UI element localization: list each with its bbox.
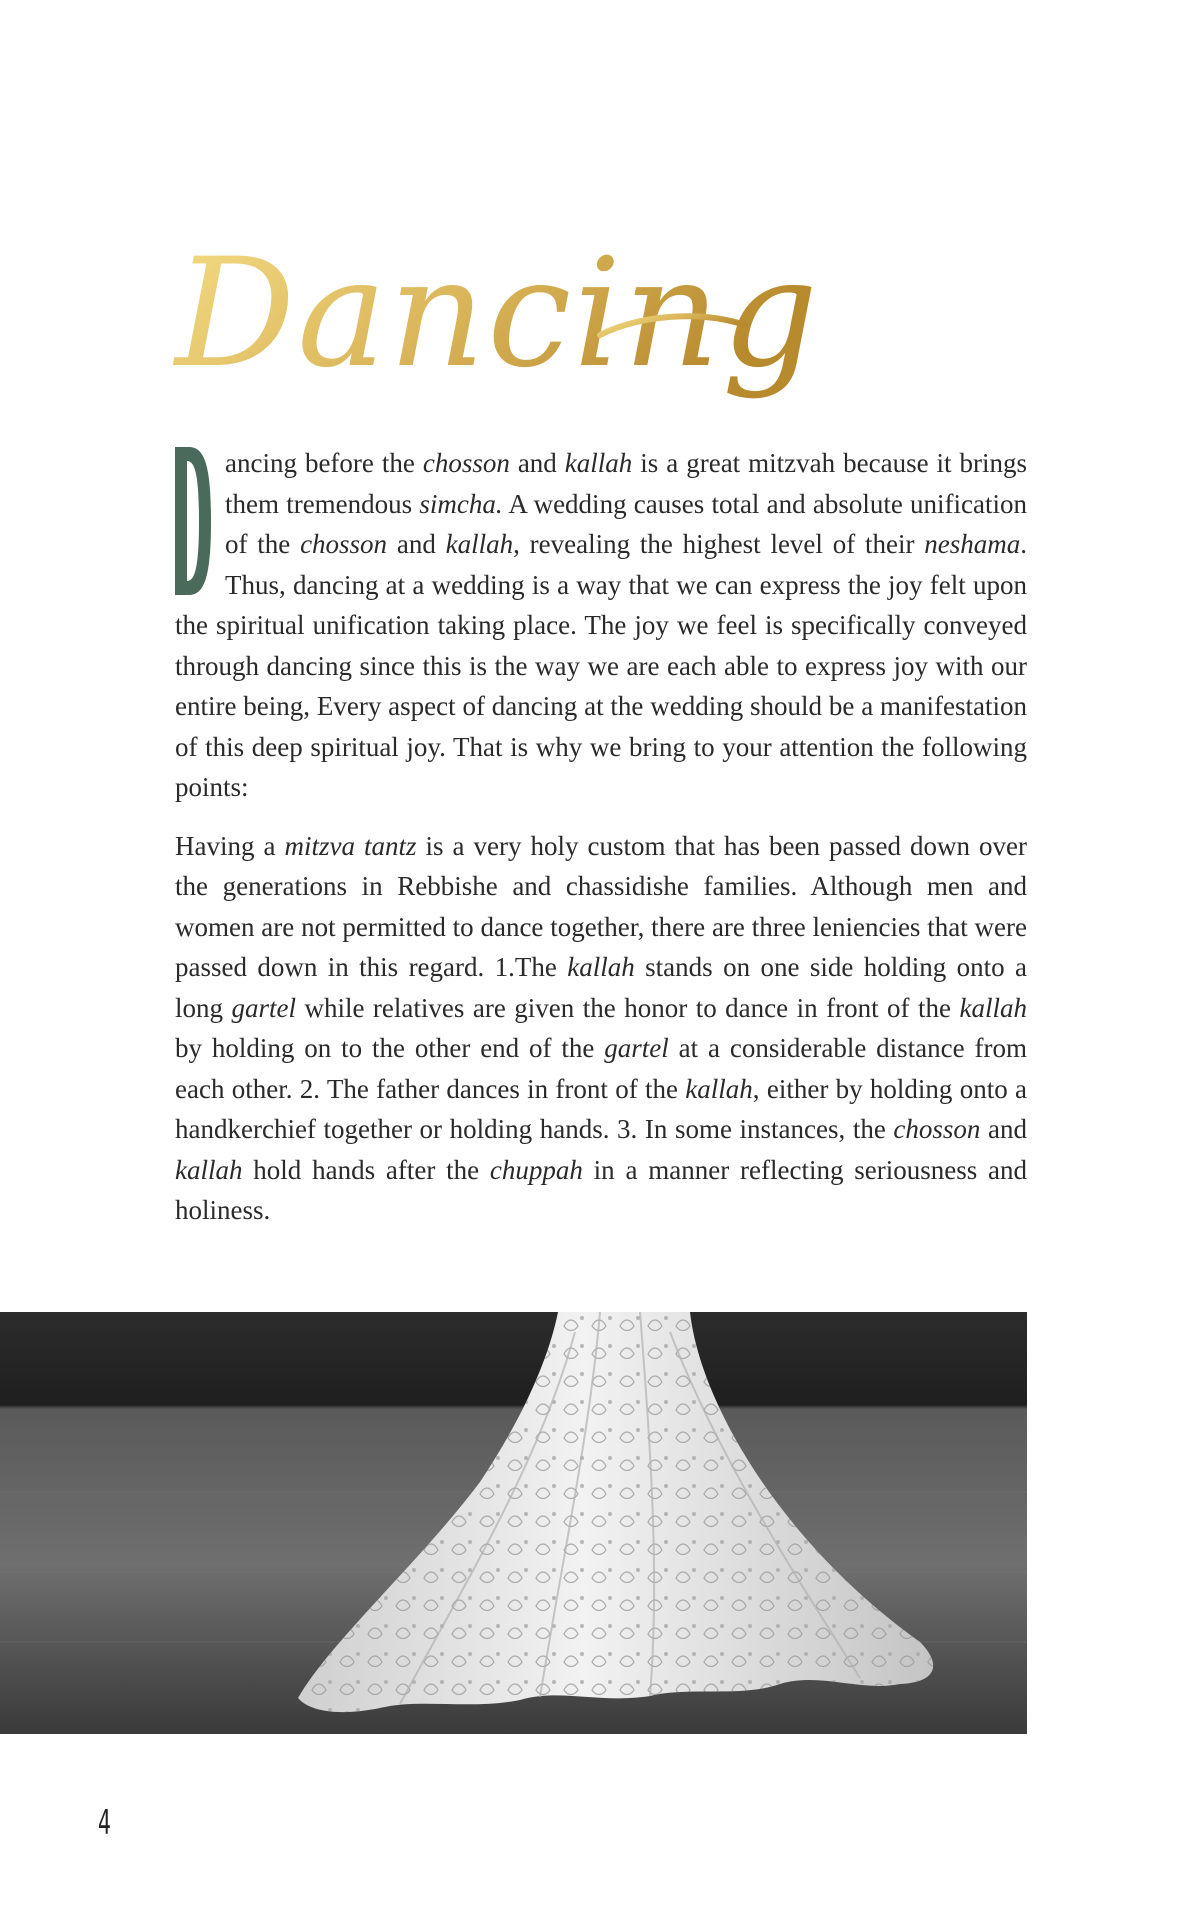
text-run: ancing before the bbox=[225, 448, 423, 478]
text-run: at a considerable distance from each other. 2. The father dances in front of the bbox=[175, 1033, 1027, 1104]
italic-term: kallah bbox=[564, 448, 633, 478]
text-run: A wedding causes total and absolute unification of the bbox=[225, 488, 1027, 559]
text-run: , revealing the highest level of their bbox=[513, 529, 925, 559]
drop-cap-letter bbox=[175, 595, 176, 596]
text-run: by holding on to the other end of the bbox=[175, 1033, 605, 1063]
italic-term: chuppah bbox=[489, 1154, 583, 1185]
text-run: in a manner reflecting seriousness and holiness. bbox=[175, 1154, 1028, 1225]
title-text: Dancing bbox=[175, 227, 820, 401]
italic-term: gartel bbox=[604, 1033, 669, 1063]
text-run: and bbox=[387, 529, 446, 559]
bridal-gown-photo bbox=[0, 1312, 1027, 1734]
italic-term: kallah bbox=[175, 1154, 243, 1185]
text-run: while relatives are given the honor to dance in front of the bbox=[295, 992, 960, 1023]
italic-term: kallah bbox=[685, 1073, 753, 1104]
italic-term: chosson bbox=[300, 529, 388, 559]
drop-cap bbox=[175, 447, 211, 595]
text-run: and bbox=[509, 448, 565, 478]
italic-term: simcha. bbox=[419, 488, 503, 519]
italic-term: kallah bbox=[959, 992, 1027, 1023]
text-run: is a very holy custom that has been passed down over the generations in Rebbishe and chassidishe families. Although men and women are not permitted to dance together, there are three leniencies that were passed down in this regard. 1.The bbox=[175, 830, 1027, 982]
text-run: and bbox=[980, 1114, 1027, 1144]
paragraph-1 bbox=[175, 443, 1027, 808]
drop-cap-glyph bbox=[175, 447, 211, 595]
photo-illustration bbox=[0, 1312, 1027, 1734]
page-title bbox=[170, 215, 820, 430]
italic-term: kallah bbox=[445, 529, 514, 559]
text-run: is a great mitzvah because it brings them tremendous bbox=[225, 448, 1028, 519]
italic-term: chosson bbox=[893, 1114, 981, 1144]
text-run: , either by holding onto a handkerchief together or holding hands. 3. In some instances, the bbox=[175, 1073, 1027, 1144]
italic-term: mitzva tantz bbox=[284, 830, 417, 861]
text-run: . Thus, dancing at a wedding is a way that we can express the joy felt upon the spiritual unification taking place. The joy we feel is specifically conveyed through dancing since this is the way we are each able to express joy with our entire being, Every aspect of dancing at the wedding should be a manifestation of this deep spiritual joy. That is why we bring to your attention the following points: bbox=[175, 529, 1027, 802]
paragraph-2 bbox=[175, 826, 1027, 1231]
page-number: 4 bbox=[98, 1803, 111, 1843]
title-script-graphic bbox=[170, 215, 820, 430]
italic-term: gartel bbox=[231, 992, 296, 1023]
text-run: stands on one side holding onto a long bbox=[175, 952, 1027, 1023]
article-body bbox=[175, 443, 1027, 1249]
text-run: Having a bbox=[175, 830, 285, 861]
italic-term: kallah bbox=[567, 952, 635, 982]
italic-term: chosson bbox=[422, 448, 510, 478]
text-run: hold hands after the bbox=[242, 1154, 490, 1185]
italic-term: neshama bbox=[924, 529, 1021, 559]
